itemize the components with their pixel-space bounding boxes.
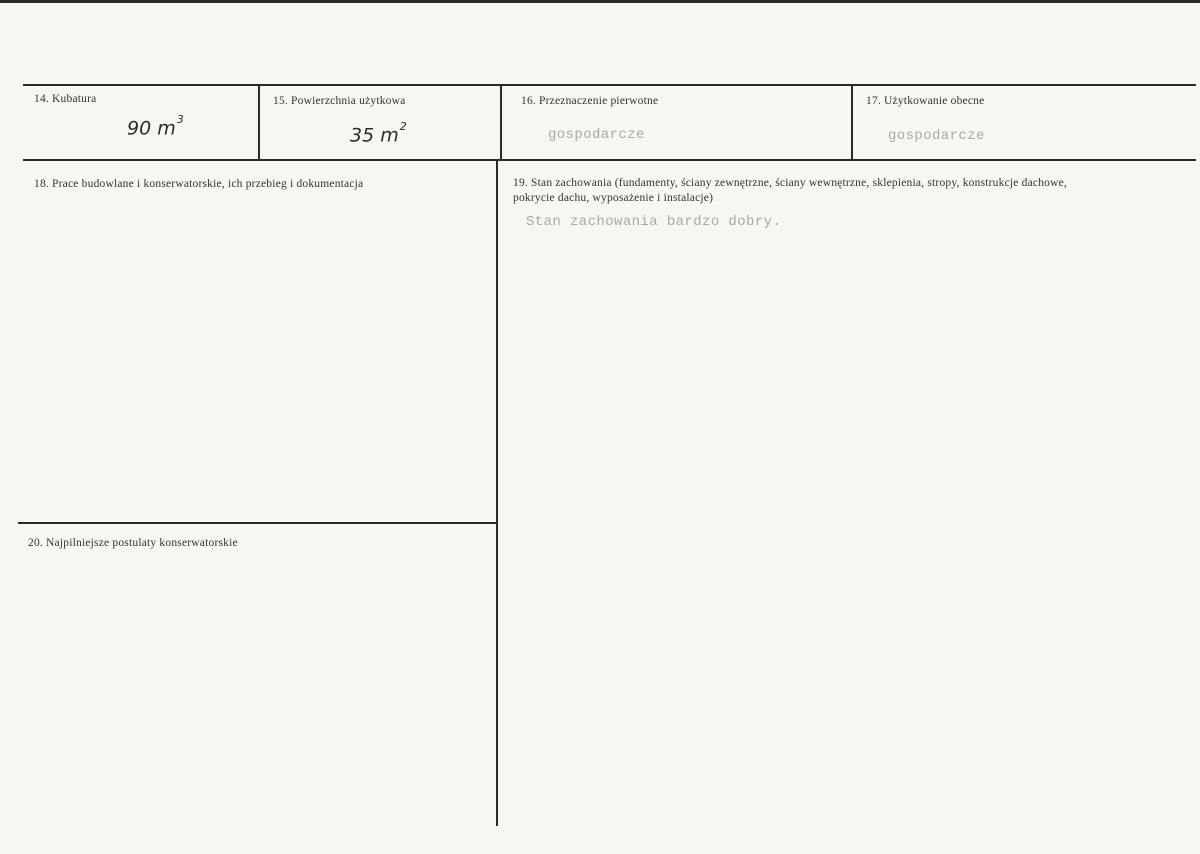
field-19-value: Stan zachowania bardzo dobry. <box>526 214 782 230</box>
row-divider-left <box>18 522 497 524</box>
field-15-unit-exponent: 2 <box>399 120 407 133</box>
field-14-unit-exponent: 3 <box>176 113 184 126</box>
field-15-label: 15. Powierzchnia użytkowa <box>273 95 406 107</box>
field-20-label: 20. Najpilniejsze postulaty konserwatorskie <box>28 537 238 549</box>
field-18-label: 18. Prace budowlane i konserwatorskie, ich przebieg i dokumentacja <box>34 178 364 190</box>
column-divider-1 <box>258 85 260 160</box>
field-14-value-text: 90 m <box>127 117 176 140</box>
field-17-label: 17. Użytkowanie obecne <box>866 95 985 107</box>
field-15-value <box>350 120 407 147</box>
field-14-value <box>127 113 184 140</box>
column-divider-main <box>496 160 498 826</box>
field-16-value: gospodarcze <box>548 127 645 143</box>
column-divider-2 <box>500 85 502 160</box>
column-divider-3 <box>851 85 853 160</box>
row-divider-middle <box>23 159 1196 161</box>
field-17-value: gospodarcze <box>888 128 985 144</box>
field-19-label: 19. Stan zachowania (fundamenty, ściany zewnętrzne, ściany wewnętrzne, sklepienia, stropy, konstrukcje dachowe, pokrycie dachu, wyposażenie i instalacje) <box>513 177 1067 204</box>
row-divider-top <box>23 84 1196 86</box>
field-16-label: 16. Przeznaczenie pierwotne <box>521 95 659 107</box>
field-15-value-text: 35 m <box>350 124 399 147</box>
scan-edge <box>0 0 1200 3</box>
field-14-label: 14. Kubatura <box>34 93 97 105</box>
